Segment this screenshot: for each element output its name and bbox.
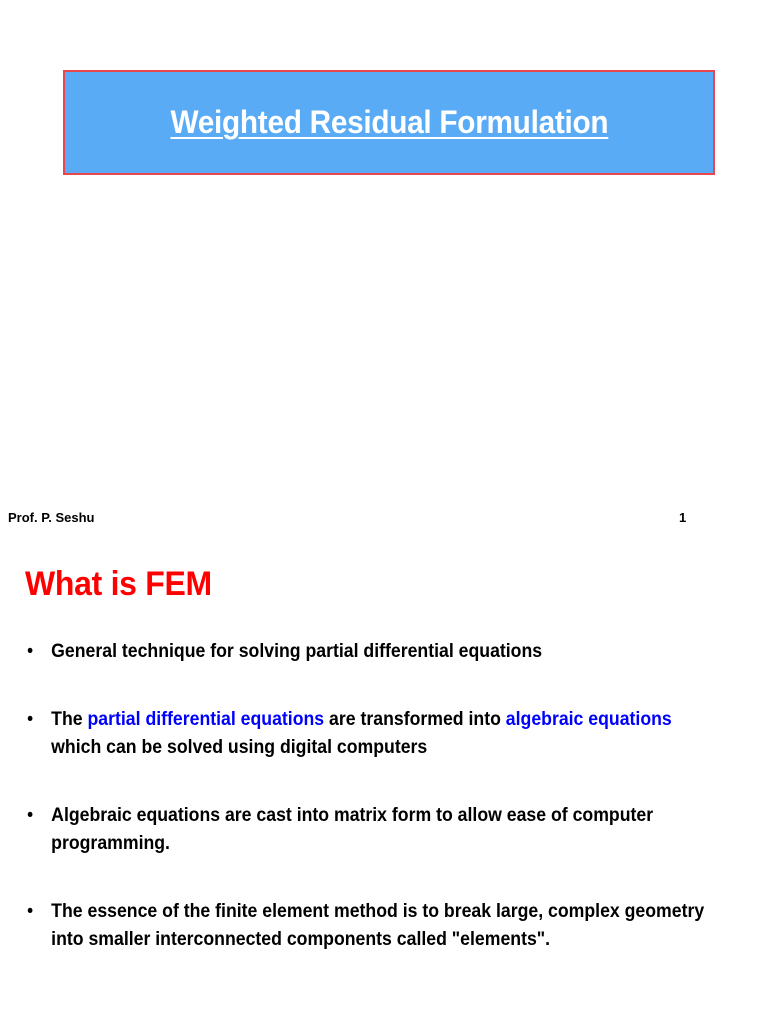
bullet-marker: • [27, 805, 34, 826]
bullet-marker: • [27, 901, 34, 922]
bullet-text-part: are transformed into [324, 709, 506, 730]
highlighted-term: partial differential equations [87, 709, 325, 730]
footer-page-number: 1 [679, 510, 687, 525]
bullet-item [27, 706, 721, 762]
footer-author: Prof. P. Seshu [8, 510, 95, 525]
title-banner [63, 70, 715, 175]
slide-title: Weighted Residual Formulation [170, 104, 608, 140]
bullet-text: The essence of the finite element method is to break large, complex geometry into smaller interconnected components called "elements". [51, 901, 705, 950]
bullet-marker: • [27, 709, 34, 730]
bullet-text-part: which can be solved using digital computers [51, 737, 428, 758]
bullet-item [27, 898, 721, 954]
bullet-marker: • [27, 641, 34, 662]
content-slide [0, 540, 768, 1024]
bullet-list [27, 638, 727, 954]
highlighted-term: algebraic equations [505, 709, 672, 730]
bullet-text: General technique for solving partial differential equations [51, 641, 543, 662]
bullet-text: Algebraic equations are cast into matrix form to allow ease of computer programming. [51, 805, 654, 854]
bullet-text-part: The [51, 709, 88, 730]
bullet-item [27, 802, 721, 858]
slide-heading: What is FEM [25, 565, 212, 603]
bullet-item [27, 638, 721, 666]
